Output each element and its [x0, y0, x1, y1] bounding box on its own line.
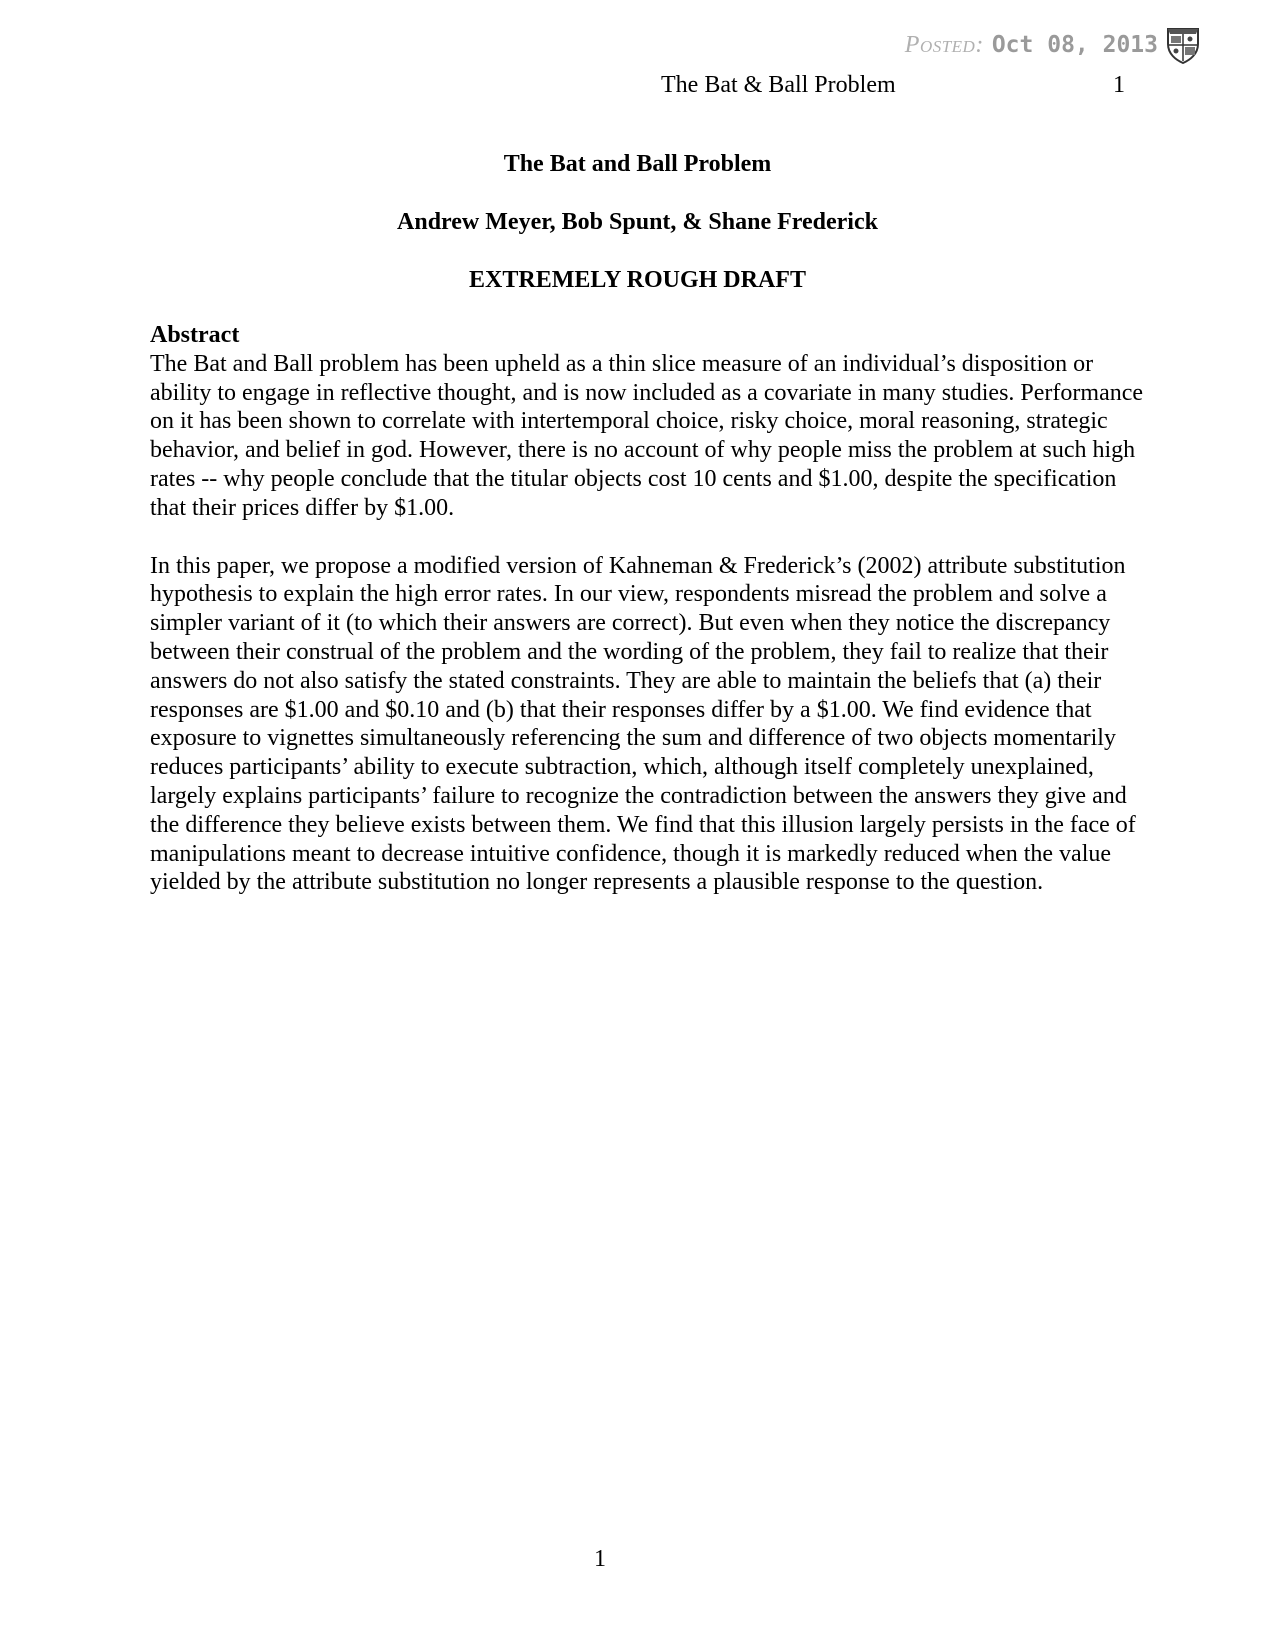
abstract-heading: Abstract [150, 322, 240, 348]
paper-title: The Bat and Ball Problem [503, 151, 772, 177]
posted-date: Oct 08, 2013 [991, 32, 1158, 58]
posted-label: Posted: [904, 31, 984, 58]
header-page-number: 1 [1113, 72, 1125, 98]
abstract-section [150, 321, 1150, 926]
author-list: Andrew Meyer, Bob Spunt, & Shane Frederick [397, 209, 878, 235]
shield-crest-icon [1166, 26, 1200, 64]
footer-page-number: 1 [594, 1546, 606, 1572]
running-head-title: The Bat & Ball Problem [661, 72, 896, 98]
draft-note: EXTREMELY ROUGH DRAFT [469, 267, 806, 293]
posted-stamp [905, 26, 1200, 64]
abstract-paragraph: The Bat and Ball problem has been upheld as a thin slice measure of an individual’s disposition or ability to engage in reflective thought, and is now included as a covariate in many studies. Performance on it has been shown to correlate with intertemporal choice, risky choice, moral reasoning, strategic behavior, and belief in god. However, there is no account of why people miss the problem at such high rates -- why people conclude that the titular objects cost 10 cents and $1.00, despite the specification that their prices differ by $1.00. [150, 350, 1144, 521]
title-block [0, 150, 1275, 324]
abstract-paragraph: In this paper, we propose a modified version of Kahneman & Frederick’s (2002) attribute substitution hypothesis to explain the high error rates. In our view, respondents misread the problem and solve a simpler variant of it (to which their answers are correct). But even when they notice the discrepancy between their construal of the problem and the wording of the problem, they fail to realize that their answers do not also satisfy the stated constraints. They are able to maintain the beliefs that (a) their responses are $1.00 and $0.10 and (b) that their responses differ by a $1.00. We find evidence that exposure to vignettes simultaneously referencing the sum and difference of two objects momentarily reduces participants’ ability to execute subtraction, which, although itself completely unexplained, largely explains participants’ failure to recognize the contradiction between the answers they give and the difference they believe exists between them. We find that this illusion largely persists in the face of manipulations meant to decrease intuitive confidence, though it is markedly reduced when the value yielded by the attribute substitution no longer represents a plausible response to the question. [150, 552, 1136, 896]
